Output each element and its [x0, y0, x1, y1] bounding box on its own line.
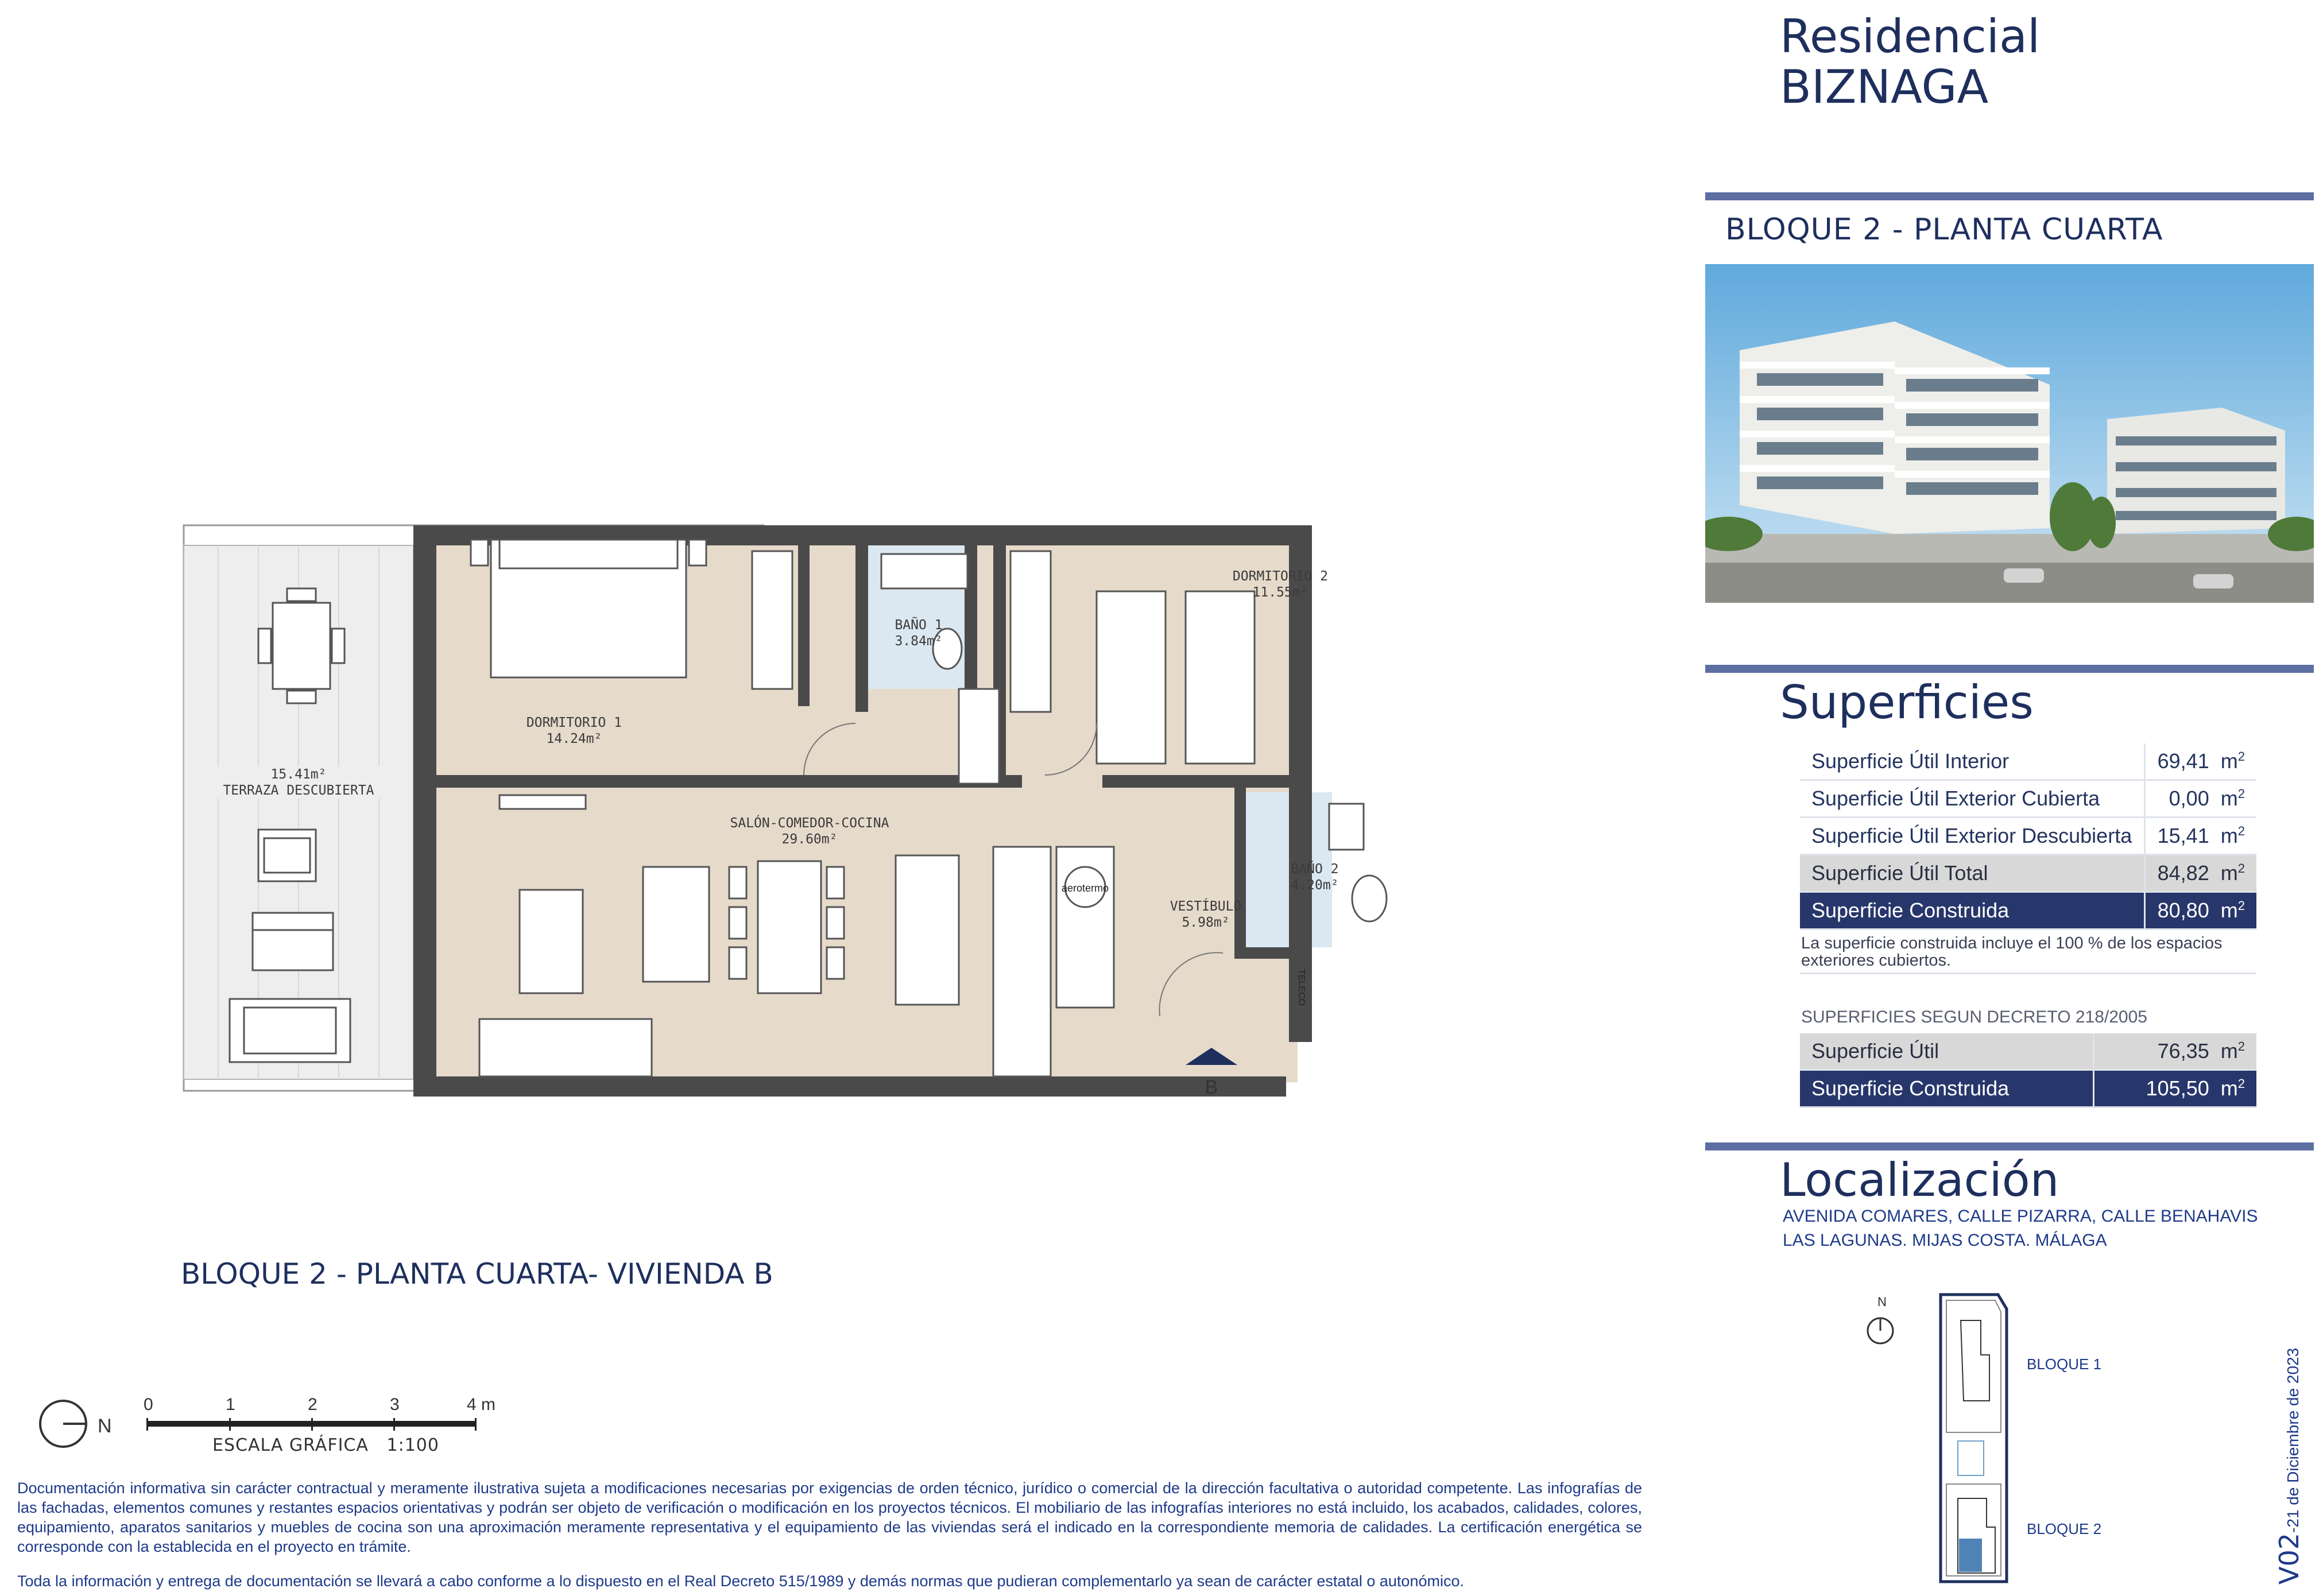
row-label: Superficie Útil Total [1800, 855, 2145, 892]
table-row [1800, 743, 2256, 780]
row-value: 69,41 $m^2$ [2145, 743, 2256, 780]
brand-line-1: Residencial [1780, 10, 2041, 63]
superficies-note: La superficie construida incluye el 100 % de los espacios exteriores cubiertos. [1800, 930, 2256, 974]
table-row [1800, 818, 2256, 855]
aerotermo-label: aerotermo [1061, 882, 1109, 894]
localizacion-heading: Localización [1780, 1153, 2059, 1207]
divider-top [1705, 192, 2314, 200]
row-value: 76,35 $m^2$ [2093, 1033, 2256, 1070]
building-rendering [1705, 264, 2314, 603]
room-terraza: 15.41m² TERRAZA DESCUBIERTA [201, 766, 396, 799]
room-bano-2: BAÑO 2 4.20m² [1291, 862, 1339, 893]
teleco-label: TELECO [1296, 969, 1306, 1006]
scale-tick: 3 [390, 1395, 400, 1414]
disclaimer [17, 1478, 1642, 1591]
version-stamp [2274, 1348, 2305, 1585]
brand-title [1780, 11, 2040, 113]
scale-tick: 0 [144, 1395, 153, 1414]
row-label: Superficie Útil Exterior Descubierta [1800, 818, 2145, 855]
table-row [1800, 1070, 2256, 1107]
table-row-total [1800, 855, 2256, 892]
address-line-1: AVENIDA COMARES, CALLE PIZARRA, CALLE BENAHAVIS [1783, 1207, 2258, 1226]
highlighted-unit [1959, 1539, 1982, 1572]
divider-bottom [1705, 1142, 2314, 1150]
superficies-heading: Superficies [1780, 676, 2034, 729]
block-heading: BLOQUE 2 - PLANTA CUARTA [1725, 212, 2163, 247]
table-row-construida [1800, 892, 2256, 929]
entrance-label: B [1205, 1076, 1218, 1098]
row-value: 0,00 $m^2$ [2145, 780, 2256, 818]
localizacion-address [1783, 1204, 2258, 1253]
scale-tick: 4 m [467, 1395, 496, 1414]
north-arrow-icon [37, 1395, 129, 1455]
row-label: Superficie Construida [1800, 892, 2145, 929]
floor-plan-svg [178, 517, 1441, 1102]
site-north-label: N [1877, 1295, 1887, 1309]
site-bloque-1: BLOQUE 1 [2027, 1355, 2102, 1373]
disclaimer-paragraph-1: Documentación informativa sin carácter contractual y meramente ilustrativa sujeta a modificaciones necesarias por exigencias de orden técnico, jurídico o comercial de la dirección facultativa o autoridad competente. Las infografías de las fachadas, elementos comunes y restantes espacios orientativas y podrán ser objeto de verificación o modificación en los proyectos técnicos. El mobiliario de las infografías interiores no está incluido, los acabados, calidades, colores, equipamiento, aparatos sanitarios y muebles de cocina son una aproximación meramente representativa y el equipamiento de las viviendas será el indicado en la correspondiente memoria de calidades. La certificación energética se corresponde con la establecida en el proyecto en trámite. [17, 1479, 1642, 1555]
room-dormitorio-2: DORMITORIO 2 11.55m² [1232, 569, 1329, 600]
table-row [1800, 780, 2256, 818]
scale-tick: 2 [308, 1395, 318, 1414]
row-value: 15,41 $m^2$ [2145, 818, 2256, 855]
address-line-2: LAS LAGUNAS. MIJAS COSTA. MÁLAGA [1783, 1231, 2107, 1250]
room-vestibulo: VESTÍBULO 5.98m² [1170, 899, 1242, 930]
floor-plan [178, 517, 1441, 1102]
disclaimer-paragraph-2: Toda la información y entrega de documentación se llevará a cabo conforme a lo dispuesto en el Real Decreto 515/1989 y demás normas que pudieran complementarlo ya sean de carácter estatal o autonómico. [17, 1572, 1464, 1590]
row-label: Superficie Útil [1800, 1033, 2093, 1070]
scale-tick: 1 [226, 1395, 235, 1414]
row-label: Superficie Útil Interior [1800, 743, 2145, 780]
row-value: 84,82 $m^2$ [2145, 855, 2256, 892]
superficies-table [1800, 743, 2256, 974]
room-salon: SALÓN-COMEDOR-COCINA 29.60m² [730, 816, 889, 847]
table-row [1800, 1033, 2256, 1070]
decreto-table [1800, 1033, 2256, 1108]
plan-caption: BLOQUE 2 - PLANTA CUARTA- VIVIENDA B [181, 1257, 773, 1291]
version-date: -21 de Diciembre de 2023 [2284, 1347, 2302, 1533]
row-value: 105,50 $m^2$ [2093, 1070, 2256, 1107]
graphic-scale [138, 1395, 517, 1464]
divider-middle [1705, 665, 2314, 673]
room-bano-1: BAÑO 1 3.84m² [895, 618, 943, 649]
site-map [1854, 1286, 2176, 1590]
row-label: Superficie Útil Exterior Cubierta [1800, 780, 2145, 818]
site-bloque-2: BLOQUE 2 [2027, 1520, 2102, 1537]
brand-line-2: BIZNAGA [1780, 60, 1989, 114]
scale-caption: ESCALA GRÁFICA 1:100 [212, 1435, 439, 1455]
row-value: 80,80 $m^2$ [2145, 892, 2256, 929]
decreto-heading: SUPERFICIES SEGUN DECRETO 218/2005 [1801, 1008, 2147, 1026]
north-label: N [98, 1415, 112, 1437]
room-dormitorio-1: DORMITORIO 1 14.24m² [526, 715, 622, 746]
row-label: Superficie Construida [1800, 1070, 2093, 1107]
version-code: V02 [2274, 1532, 2305, 1585]
